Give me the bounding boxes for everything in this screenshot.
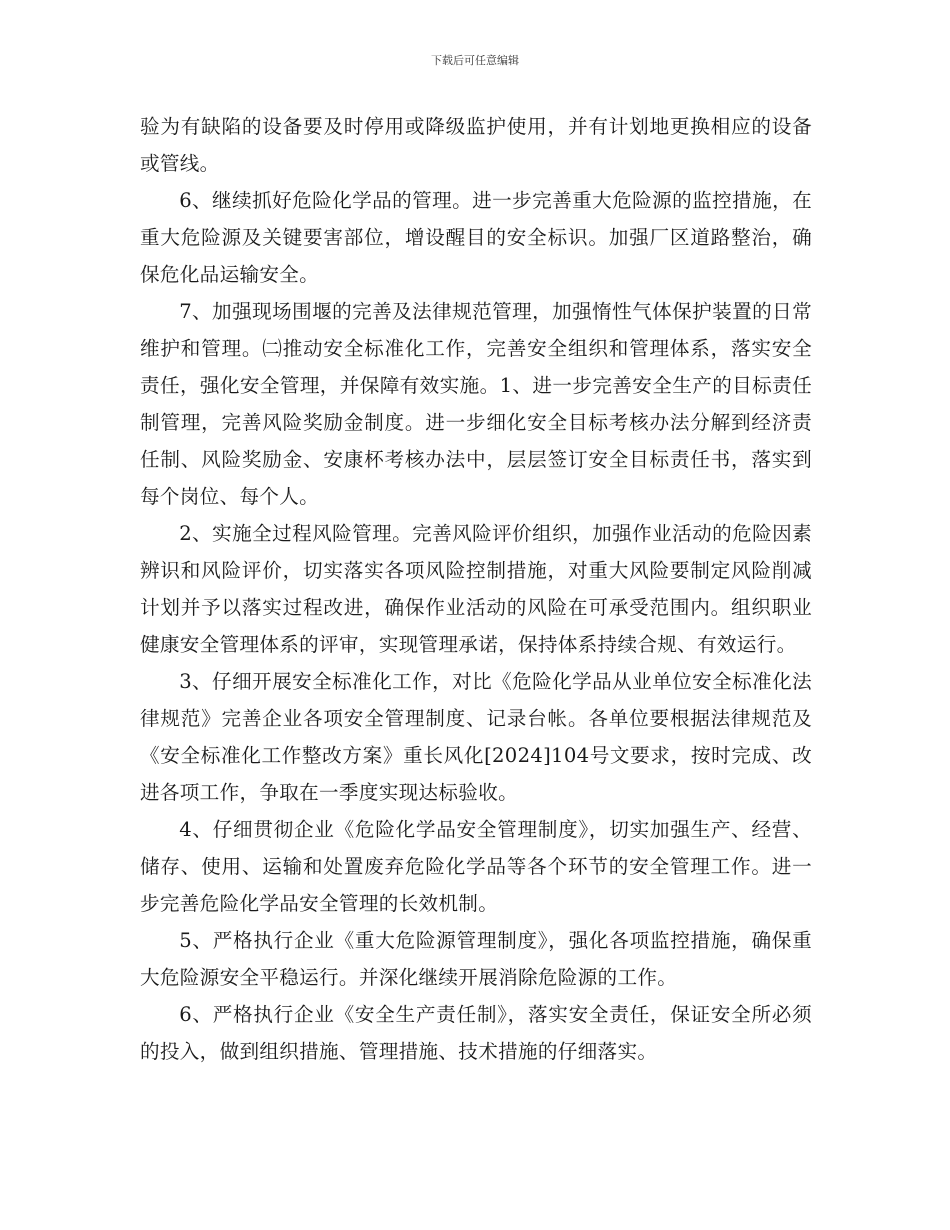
paragraph-item-5-major-hazards: 5、严格执行企业《重大危险源管理制度》，强化各项监控措施，确保重大危险源安全平稳运行。并深化继续开展消除危险源的工作。 (140, 929, 812, 989)
paragraph-item-6-hazardous-chemicals: 6、继续抓好危险化学品的管理。进一步完善重大危险源的监控措施，在重大危险源及关键要害部位，增设醒目的安全标识。加强厂区道路整治，确保危化品运输安全。 (140, 189, 812, 286)
paragraph-item-3-standardization: 3、仔细开展安全标准化工作，对比《危险化学品从业单位安全标准化法律规范》完善企业各项安全管理制度、记录台帐。各单位要根据法律规范及《安全标准化工作整改方案》重长风化[2024]104号文要求，按时完成、改进各项工作，争取在一季度实现达标验收。 (140, 670, 812, 804)
paragraph-item-6-responsibility: 6、严格执行企业《安全生产责任制》，落实安全责任，保证安全所必须的投入，做到组织措施、管理措施、技术措施的仔细落实。 (140, 1003, 812, 1063)
paragraph-item-2-risk-management: 2、实施全过程风险管理。完善风险评价组织，加强作业活动的危险因素辨识和风险评价，切实落实各项风险控制措施，对重大风险要制定风险削减计划并予以落实过程改进，确保作业活动的风险在可承受范围内。组织职业健康安全管理体系的评审，实现管理承诺，保持体系持续合规、有效运行。 (140, 522, 812, 656)
paragraph-item-4-chemical-safety: 4、仔细贯彻企业《危险化学品安全管理制度》，切实加强生产、经营、储存、使用、运输和处置废弃危险化学品等各个环节的安全管理工作。进一步完善危险化学品安全管理的长效机制。 (140, 818, 812, 915)
paragraph-item-7-cofferdam: 7、加强现场围堰的完善及法律规范管理，加强惰性气体保护装置的日常维护和管理。㈡推动安全标准化工作，完善安全组织和管理体系，落实安全责任，强化安全管理，并保障有效实施。1、进一步完善安全生产的目标责任制管理，完善风险奖励金制度。进一步细化安全目标考核办法分解到经济责任制、风险奖励金、安康杯考核办法中，层层签订安全目标责任书，落实到每个岗位、每个人。 (140, 300, 812, 508)
paragraph-continuation: 验为有缺陷的设备要及时停用或降级监护使用，并有计划地更换相应的设备或管线。 (140, 115, 812, 175)
document-body (140, 108, 812, 1070)
page-header: 下载后可任意编辑 (431, 54, 519, 67)
